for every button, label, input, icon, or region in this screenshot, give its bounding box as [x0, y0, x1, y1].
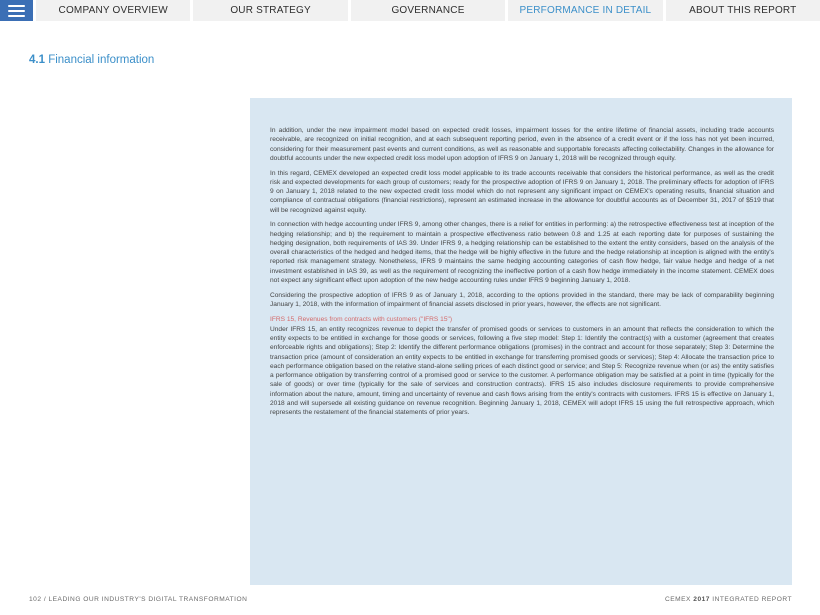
- paragraph: Under IFRS 15, an entity recognizes revenue to depict the transfer of promised goods or services to customers in an amount that reflects the consideration to which the entity expects to be entitled in exchange for those goods or services, following a five step model: Step 1: Identify the contract(s) with a customer (agreement that creates enforceable rights and obligations); Step 2: Identify the different performance obligations (promises) in the contract and account for those separately; Step 3: Determine the transaction price (amount of consideration an entity expects to be entitled in exchange for transferring promised goods or services); Step 4: Allocate the transaction price to each performance obligation based on the relative stand-alone selling prices of each distinct good or service; and Step 5: Recognize revenue when (or as) the entity satisfies a performance obligation by transferring control of a promised good or service to the customer. A performance obligation may be satisfied at a point in time (typically for the sale of goods) or over time (typically for the sale of services and construction contracts). IFRS 15 also includes disclosure requirements to provide comprehensive information about the nature, amount, timing and uncertainty of revenue and cash flows arising from the entity's contracts with customers. IFRS 15 is effective on January 1, 2018 and will supersede all existing guidance on revenue recognition. Beginning January 1, 2018, CEMEX will adopt IFRS 15 using the full retrospective approach, which represents the restatement of the financial statements of prior years.: [270, 325, 774, 416]
- paragraph: In this regard, CEMEX developed an expected credit loss model applicable to its trade accounts receivable that considers the historical performance, as well as the credit risk and expected developments for each group of customers; ready for the prospective adoption of IFRS 9 on January 1, 2018. The preliminary effects for adoption of IFRS 9 on January 1, 2018 related to the new expected credit loss model which do not represent any significant impact on CEMEX's operating results, financial situation and compliance of contractual obligations (financial restrictions), represent an estimated increase in the allowance for doubtful accounts as of December 31, 2017 of $519 that will be recognized against equity.: [270, 169, 774, 214]
- tab-our-strategy[interactable]: OUR STRATEGY: [193, 0, 347, 21]
- menu-bar: [8, 5, 25, 7]
- menu-bar: [8, 15, 25, 17]
- tab-performance-in-detail[interactable]: PERFORMANCE IN DETAIL: [508, 0, 662, 21]
- top-navigation: [0, 0, 820, 21]
- paragraph: In connection with hedge accounting under IFRS 9, among other changes, there is a relief for entities in performing: a) the retrospective effectiveness test at inception of the hedging relationship; and b) the requirement to maintain a prospective effectiveness ratio between 0.8 and 1.25 at each reporting date for purposes of sustaining the hedging designation, both requirements of IAS 39. Under IFRS 9, a hedging relationship can be established to the extent the entity considers, based on the analysis of the overall characteristics of the hedged and hedged items, that the hedge will be highly effective in the future and the hedge relationship at inception is aligned with the entity's reported risk management strategy. Nonetheless, IFRS 9 maintains the same hedging accounting categories of cash flow hedge, fair value hedge and hedge of a net investment established in IAS 39, as well as the requirement of recognizing the ineffective portion of a cash flow hedge immediately in the income statement. CEMEX does not expect any significant effect upon adoption of the new hedge accounting rules under IFRS 9 beginning January 1, 2018.: [270, 221, 774, 284]
- footer-page-label: 102 / LEADING OUR INDUSTRY'S DIGITAL TRANSFORMATION: [29, 596, 248, 603]
- footer-report-title: [665, 596, 792, 603]
- hamburger-menu-icon[interactable]: [0, 0, 33, 21]
- content-panel: [250, 98, 792, 585]
- footer-report-name: INTEGRATED REPORT: [712, 596, 792, 603]
- section-title-text: Financial information: [48, 54, 155, 66]
- tab-company-overview[interactable]: COMPANY OVERVIEW: [36, 0, 190, 21]
- tab-governance[interactable]: GOVERNANCE: [351, 0, 505, 21]
- menu-bar: [8, 10, 25, 12]
- body-text: [270, 126, 774, 423]
- page-title: [29, 54, 154, 66]
- paragraph: In addition, under the new impairment model based on expected credit losses, impairment losses for the entire lifetime of financial assets, including trade accounts receivable, are recognized on initial recognition, and at each subsequent reporting period, even in the absence of a credit event or if the loss has not yet been incurred, considering for their measurement past events and current conditions, as well as reasonable and supportable forecasts affecting collectability. Changes in the allowance for doubtful accounts under the new expected credit loss model upon adoption of IFRS 9 on January 1, 2018 will be recognized through equity.: [270, 127, 774, 162]
- nav-tabs: [33, 0, 820, 21]
- tab-about-this-report[interactable]: ABOUT THIS REPORT: [666, 0, 820, 21]
- paragraph: Considering the prospective adoption of IFRS 9 as of January 1, 2018, according to the options provided in the standard, there may be lack of comparability beginning January 1, 2018, with the information of impairment of financial assets disclosed in prior years, however, the effects are not significant.: [270, 291, 774, 308]
- section-number: 4.1: [29, 54, 45, 66]
- footer-year: 2017: [693, 596, 710, 603]
- ifrs15-subheading: IFRS 15, Revenues from contracts with customers ("IFRS 15"): [270, 315, 453, 323]
- footer-company: CEMEX: [664, 596, 691, 603]
